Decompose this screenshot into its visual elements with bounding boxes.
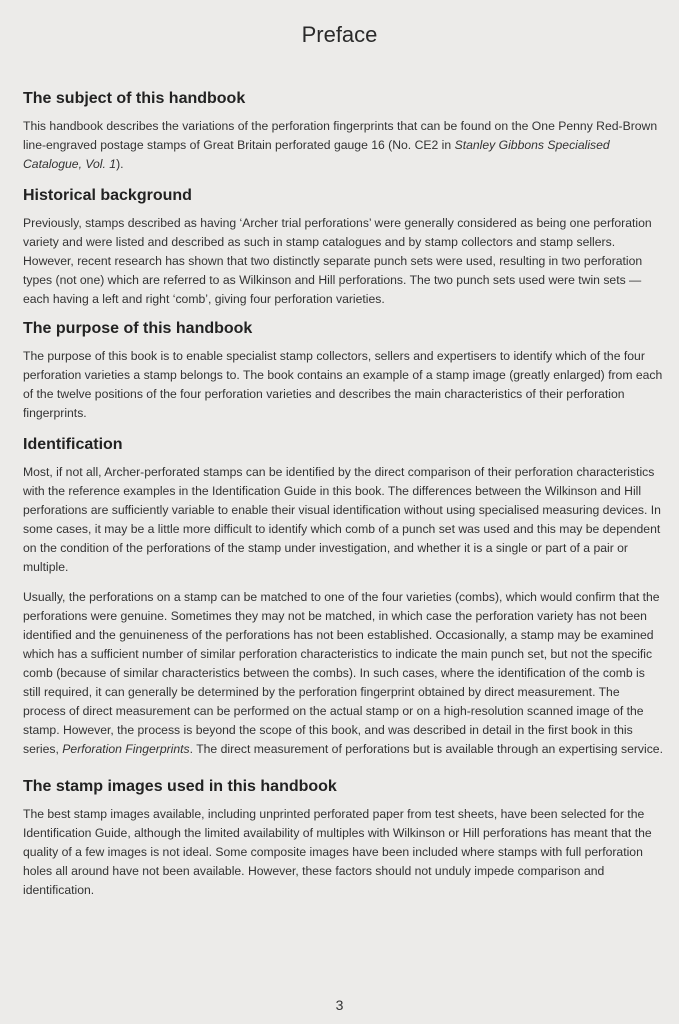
heading-identification: Identification	[23, 436, 123, 453]
paragraph-historical: Previously, stamps described as having ‘Archer trial perforations’ were generally considered as being one perforation variety and were listed and described as such in stamp catalogues and by stamp collectors and stamp sellers. However, recent research has shown that two distinctly separate punch sets were used, resulting in two perforation types (not one) which are referred to as Wilkinson and Hill perforations. The two punch sets used were twin sets — each having a left and right ‘comb’, giving four perforation varieties.	[23, 216, 652, 306]
heading-subject: The subject of this handbook	[23, 90, 246, 107]
heading-images: The stamp images used in this handbook	[23, 778, 337, 795]
paragraph-images: The best stamp images available, including unprinted perforated paper from test sheets, have been selected for the Identification Guide, although the limited availability of multiples with Wilkinson or Hill perforations has meant that the quality of a few images is not ideal. Some composite images have been included where stamps with full perforation holes all around have not been available. However, these factors should not unduly impede comparison and identification.	[23, 807, 652, 897]
paragraph-subject-text-a: This handbook describes the variations of the perforation fingerprints that can be found on the One Penny Red-Brown line-engraved postage stamps of Great Britain perforated gauge 16 (No. CE2 in	[23, 119, 658, 152]
page-number: 3	[335, 997, 344, 1013]
paragraph-subject	[23, 117, 663, 174]
paragraph-identification-2-text-b: . The direct measurement of perforations but is available through an expertising service.	[189, 742, 663, 756]
heading-purpose: The purpose of this handbook	[23, 320, 253, 337]
page-title: Preface	[301, 22, 378, 47]
paragraph-subject-italic: Stanley Gibbons Specialised Catalogue, Vol. 1	[23, 138, 610, 171]
paragraph-purpose: The purpose of this book is to enable specialist stamp collectors, sellers and expertisers to identify which of the four perforation varieties a stamp belongs to. The book contains an example of a stamp image (greatly enlarged) from each of the twelve positions of the four perforation varieties and describes the main characteristics of their perforation fingerprints.	[23, 349, 663, 420]
paragraph-identification-1: Most, if not all, Archer-perforated stamps can be identified by the direct comparison of their perforation characteristics with the reference examples in the Identification Guide in this book. The differences between the Wilkinson and Hill perforations are sufficiently variable to enable their visual identification without using specialised measuring devices. In some cases, it may be a little more difficult to identify which comb of a punch set was used and this may be dependent on the condition of the perforations of the stamp under investigation, and whether it is a single or part of a pair or multiple.	[23, 465, 661, 574]
paragraph-subject-text-b: ).	[116, 157, 124, 171]
paragraph-identification-2	[23, 588, 663, 759]
paragraph-identification-2-text-a: Usually, the perforations on a stamp can be matched to one of the four varieties (combs), which would confirm that the perforations were genuine. Sometimes they may not be matched, in which case the perforation variety has not been identified and the genuineness of the perforations has not been established. Occasionally, a stamp may be examined which has a sufficient number of similar perforation characteristics to indicate the main punch set, but not the specific comb (because of similar characteristics between the combs). In such cases, where the identification of the comb is still required, it can generally be determined by the perforation fingerprint obtained by direct measurement. The process of direct measurement can be performed on the actual stamp or on a high-resolution scanned image of the stamp. However, the process is beyond the scope of this book, and was described in detail in the first book in this series,	[23, 590, 660, 756]
paragraph-identification-2-italic: Perforation Fingerprints	[62, 742, 190, 756]
heading-historical: Historical background	[23, 187, 192, 204]
